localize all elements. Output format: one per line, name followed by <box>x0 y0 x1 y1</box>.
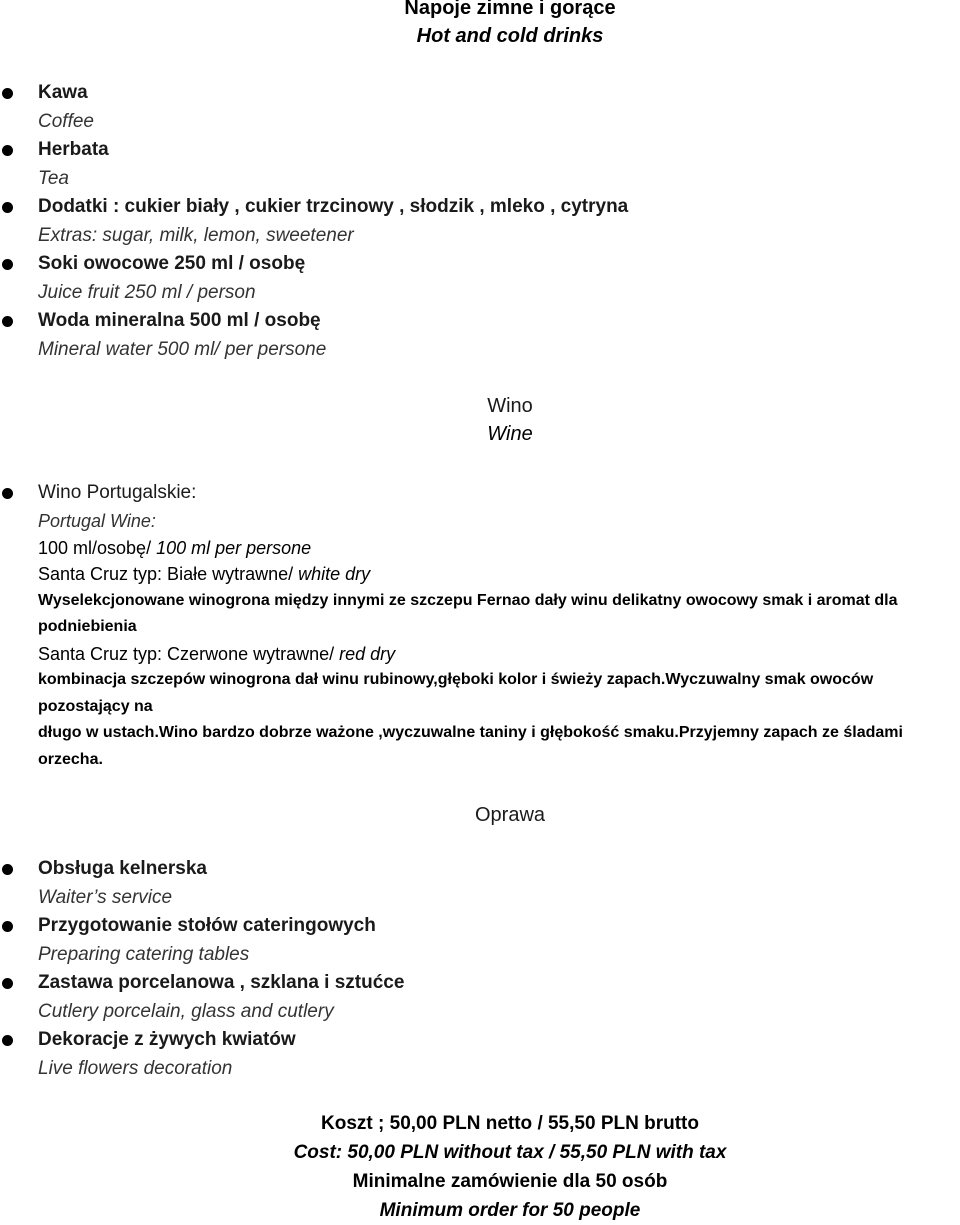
service-list <box>0 855 960 1083</box>
list-item <box>0 969 960 1026</box>
bullet-icon <box>2 202 13 213</box>
white-en: white dry <box>298 564 371 584</box>
item-pl: Kawa <box>38 82 88 103</box>
bullet-icon <box>2 88 13 99</box>
bullet-icon <box>2 316 13 327</box>
wine-item-en: Portugal Wine: <box>38 511 156 531</box>
red-wine-description-1: kombinacja szczepów winogrona dał winu rubinowy,głęboki kolor i świeży zapach.Wyczuwalny smak owoców pozostający na <box>38 671 874 715</box>
item-en: Preparing catering tables <box>38 943 250 965</box>
wine-heading <box>0 392 960 448</box>
portion-pl: 100 ml/osobę/ <box>38 537 152 558</box>
item-en: Juice fruit 250 ml / person <box>38 281 256 303</box>
white-wine-type <box>38 561 958 588</box>
item-en: Coffee <box>38 110 94 132</box>
drinks-heading <box>0 0 960 50</box>
list-item <box>0 479 960 508</box>
list-item <box>0 855 960 912</box>
red-en: red dry <box>339 643 396 664</box>
bullet-icon <box>2 145 13 156</box>
portion-en: 100 ml per persone <box>156 537 312 558</box>
cost-line-pl: Koszt ; 50,00 PLN netto / 55,50 PLN brutto <box>321 1113 699 1134</box>
item-en: Extras: sugar, milk, lemon, sweetener <box>38 224 354 246</box>
item-pl: Woda mineralna 500 ml / osobę <box>38 310 321 331</box>
item-pl: Obsługa kelnerska <box>38 858 207 879</box>
white-label: Santa Cruz typ: Białe wytrawne/ <box>38 564 294 584</box>
item-en: Live flowers decoration <box>38 1057 233 1079</box>
list-item <box>0 1026 960 1083</box>
list-item <box>0 79 960 136</box>
item-pl: Zastawa porcelanowa , szklana i sztućce <box>38 972 405 993</box>
list-item <box>0 912 960 969</box>
drinks-list <box>0 79 960 364</box>
white-wine-description: Wyselekcjonowane winogrona między innymi ze szczepu Fernao dały winu delikatny owocowy smak i aromat dla podniebienia <box>38 591 898 635</box>
item-en: Waiter’s service <box>38 886 173 908</box>
item-pl: Przygotowanie stołów cateringowych <box>38 915 376 936</box>
red-wine-type <box>38 641 958 668</box>
red-wine-description-2: długo w ustach.Wino bardzo dobrze ważone ,wyczuwalne taniny i głębokość smaku.Przyjemny zapach ze śladami orzecha. <box>38 724 903 768</box>
wine-details <box>38 508 958 773</box>
wine-portion <box>38 535 958 562</box>
list-item <box>0 193 960 250</box>
bullet-icon <box>2 1035 13 1046</box>
item-pl: Soki owocowe 250 ml / osobę <box>38 253 306 274</box>
bullet-icon <box>2 921 13 932</box>
list-item <box>0 136 960 193</box>
wine-heading-en: Wine <box>487 423 533 445</box>
list-item <box>0 250 960 307</box>
cost-line-en: Cost: 50,00 PLN without tax / 55,50 PLN with tax <box>293 1142 727 1163</box>
drinks-heading-pl: Napoje zimne i gorące <box>404 0 616 19</box>
item-en: Mineral water 500 ml/ per persone <box>38 338 327 360</box>
item-pl: Dodatki : cukier biały , cukier trzcinowy , słodzik , mleko , cytryna <box>38 196 629 217</box>
drinks-heading-en: Hot and cold drinks <box>416 25 604 47</box>
cost-block <box>0 1109 960 1225</box>
item-en: Tea <box>38 167 69 189</box>
bullet-icon <box>2 978 13 989</box>
bullet-icon <box>2 864 13 875</box>
service-heading <box>0 801 960 829</box>
bullet-icon <box>2 488 13 499</box>
item-en: Cutlery porcelain, glass and cutlery <box>38 1000 334 1022</box>
list-item <box>0 307 960 364</box>
service-heading-text: Oprawa <box>474 804 546 826</box>
item-pl: Dekoracje z żywych kwiatów <box>38 1029 296 1050</box>
item-pl: Herbata <box>38 139 109 160</box>
bullet-icon <box>2 259 13 270</box>
wine-heading-pl: Wino <box>487 395 533 417</box>
wine-list <box>0 479 960 508</box>
min-order-pl: Minimalne zamówienie dla 50 osób <box>352 1171 668 1192</box>
wine-item-pl: Wino Portugalskie: <box>38 482 197 503</box>
red-label: Santa Cruz typ: Czerwone wytrawne/ <box>38 643 335 664</box>
min-order-en: Minimum order for 50 people <box>379 1200 641 1221</box>
